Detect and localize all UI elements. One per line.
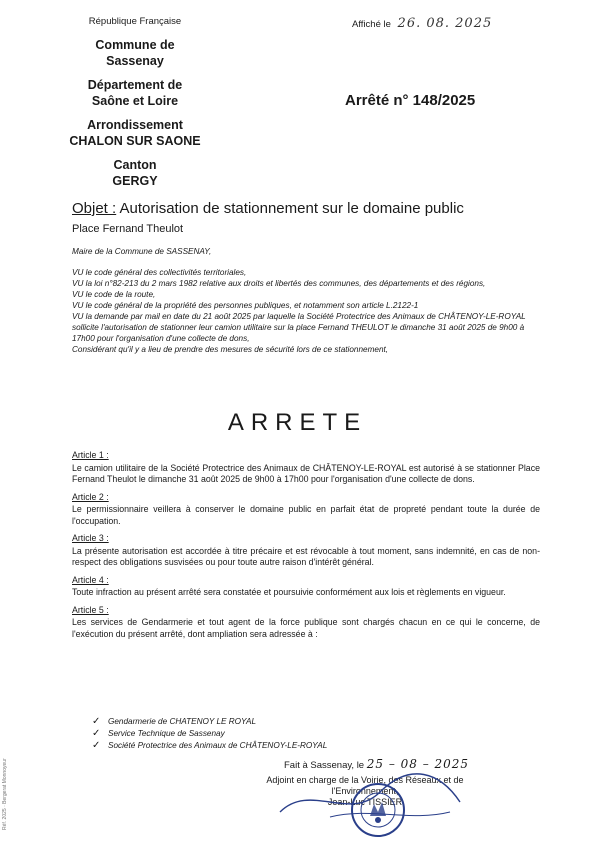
article [72, 575, 540, 599]
republique-label: République Française [88, 16, 182, 27]
article-text: Les services de Gendarmerie et tout agent de la force publique sont chargés chacun en ce qui le concerne, de l'exécution du présent arrêté, dont ampliation sera adressée à : [72, 617, 540, 639]
considerant-line: Considérant qu'il y a lieu de prendre des mesures de sécurité lors de ce stationnement, [72, 345, 389, 354]
distribution-recipient: Service Technique de Sassenay [108, 729, 225, 738]
article-text: Le permissionnaire veillera à conserver le domaine public en parfait état de propreté pendant toute la durée de l'occupation. [72, 504, 540, 526]
objet-label: Objet : [72, 200, 117, 217]
canton-name: GERGY [112, 174, 158, 188]
distribution-recipient: Gendarmerie de CHATENOY LE ROYAL [108, 717, 257, 726]
article [72, 605, 540, 641]
distribution-item [92, 740, 327, 752]
arrete-title: ARRETE [227, 409, 368, 436]
affiche-stamp [352, 16, 492, 31]
arrondissement-block [60, 117, 210, 149]
distribution-recipient: Société Protectrice des Animaux de CHÂTENOY-LE-ROYAL [108, 741, 328, 750]
vu-line: VU le code général de la propriété des personnes publiques, et notamment son article L.2122-1 [72, 301, 419, 310]
distribution-list [92, 716, 327, 752]
side-reference: Réf. 2025 · Bergerat Monnoyeur [2, 758, 8, 830]
article-heading: Article 3 : [72, 533, 109, 543]
departement-name: Saône et Loire [91, 94, 179, 108]
canton-block [60, 157, 210, 189]
article [72, 450, 540, 486]
article [72, 533, 540, 569]
canton-label: Canton [113, 158, 157, 172]
maire-line: Maire de la Commune de SASSENAY, [72, 247, 212, 256]
article [72, 492, 540, 528]
article-text: La présente autorisation est accordée à titre précaire et est révocable à tout moment, sans indemnité, en cas de non-respect des obligations susvisées ou pour toute autre raison d'intérêt général. [72, 545, 540, 567]
distribution-item [92, 728, 327, 740]
article-text: Toute infraction au présent arrêté sera constatée et poursuivie conformément aux lois et règlements en vigueur. [72, 587, 506, 597]
departement-label: Département de [87, 78, 183, 92]
arrondissement-label: Arrondissement [87, 118, 183, 132]
check-mark-icon: ✓ [92, 716, 101, 727]
vu-line: VU le code de la route, [72, 290, 156, 299]
distribution-item [92, 716, 327, 728]
affiche-label: Affiché le [352, 19, 391, 30]
preamble [72, 246, 542, 355]
arrete-number: Arrêté n° 148/2025 [345, 92, 476, 109]
signatory-title: Adjoint en charge de la Voirie, des Réseaux et de l'Environnement, [266, 775, 464, 796]
vu-line: VU la loi n°82-213 du 2 mars 1982 relative aux droits et libertés des communes, des départements et des régions, [72, 279, 486, 288]
vu-line: VU le code général des collectivités territoriales, [72, 268, 247, 277]
article-heading: Article 5 : [72, 604, 109, 615]
commune-label: Commune de [95, 38, 175, 52]
vu-line: VU la demande par mail en date du 21 août 2025 par laquelle la Société Protectrice des Animaux de CHÂTENOY-LE-ROYAL sollicite l'autorisation de stationner leur camion utilitaire sur la place Fernand THEULOT le dimanche 31 août 2025 de 9h00 à 17h00 pour l'organisation d'une collecte de dons, [72, 312, 526, 343]
article-heading: Article 1 : [72, 450, 109, 460]
fait-date: 25 – 08 – 2025 [366, 757, 470, 771]
article-text: Le camion utilitaire de la Société Protectrice des Animaux de CHÂTENOY-LE-ROYAL est autorisé à se stationner Place Fernand Theulot le dimanche 31 août 2025 de 9h00 à 17h00 pour l'organisation d'une collecte de dons. [72, 462, 540, 484]
article-heading: Article 2 : [72, 491, 109, 502]
affiche-date: 26. 08. 2025 [397, 16, 493, 31]
issuer-header [60, 16, 210, 197]
arrondissement-name: CHALON SUR SAONE [69, 134, 201, 148]
objet-line [72, 200, 464, 217]
commune-block [60, 37, 210, 69]
check-mark-icon: ✓ [92, 728, 101, 739]
departement-block [60, 77, 210, 109]
articles [72, 450, 540, 646]
commune-name: Sassenay [106, 54, 164, 68]
fait-label: Fait à Sassenay, le [284, 760, 365, 771]
article-heading: Article 4 : [72, 574, 109, 585]
objet-text: Autorisation de stationnement sur le domaine public [119, 200, 464, 217]
signature-scribble-icon [270, 762, 470, 832]
objet-place: Place Fernand Theulot [72, 223, 184, 235]
signatory-name: Jean-Luc TISSIER [327, 797, 403, 807]
check-mark-icon: ✓ [92, 740, 101, 751]
